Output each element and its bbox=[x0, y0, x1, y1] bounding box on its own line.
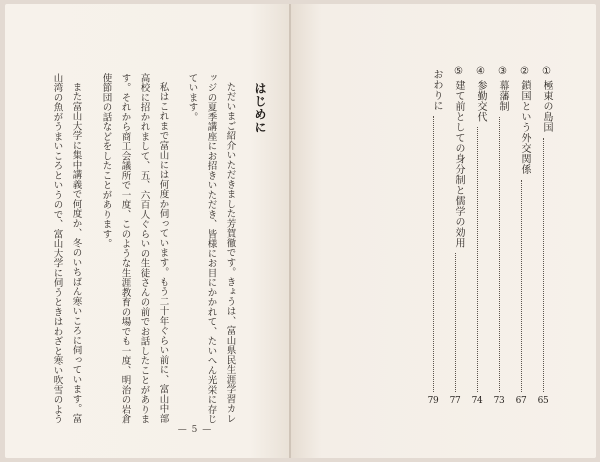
preface-line: 山湾の魚がうまいころというので、富山大学に伺うときはわざと寒い吹雪のよう bbox=[51, 73, 63, 424]
toc-entry bbox=[447, 66, 463, 406]
toc-entry-number: ② bbox=[519, 66, 530, 77]
toc-entry-page: 65 bbox=[537, 396, 549, 406]
toc-entry-page: 74 bbox=[471, 396, 483, 406]
page-number: — 5 — bbox=[177, 425, 213, 435]
toc-leader-dots bbox=[433, 116, 434, 392]
preface-line: ただいまご紹介いただきました芳賀徹です。きょうは、富山県民生涯学習カレ bbox=[224, 82, 236, 424]
preface-line: す。それから商工会議所で一度、このような生涯教育の場でも一度、明治の岩倉 bbox=[119, 73, 131, 424]
toc-entry bbox=[535, 66, 551, 406]
right-page bbox=[291, 4, 596, 458]
preface-line: 私はこれまで富山には何度か伺っています。もう二十年ぐらい前に、富山中部 bbox=[157, 82, 169, 424]
toc-entry-title: 参勤交代 bbox=[475, 80, 486, 122]
toc-entry-number: ① bbox=[541, 66, 552, 77]
left-page bbox=[5, 4, 290, 458]
preface-line: 高校に招かれまして、五、六百人ぐらいの生徒さんの前でお話したことがありま bbox=[138, 73, 150, 424]
toc-entry bbox=[425, 66, 441, 406]
toc-entry-title: おわりに bbox=[431, 69, 442, 111]
toc-entry-title: 幕藩制 bbox=[497, 80, 508, 112]
toc-entry-page: 73 bbox=[493, 396, 505, 406]
toc-entry bbox=[469, 66, 485, 406]
toc-entry-number: ④ bbox=[475, 66, 486, 77]
toc-leader-dots bbox=[521, 180, 522, 393]
toc-entry-number: ⑤ bbox=[453, 66, 464, 77]
preface-line: ています。 bbox=[186, 73, 198, 122]
toc-entry-page: 67 bbox=[515, 396, 527, 406]
toc-leader-dots bbox=[455, 253, 456, 392]
toc-entry bbox=[513, 66, 529, 406]
preface-line: ッジの夏季講座にお招きいただき、皆様にお目にかかれて、たいへん光栄に存じ bbox=[205, 73, 217, 424]
toc-entry-title: 建て前としての身分制と儒学の効用 bbox=[453, 80, 464, 248]
toc-entry-number: ③ bbox=[497, 66, 508, 77]
toc-leader-dots bbox=[477, 127, 478, 392]
toc-entry-page: 77 bbox=[449, 396, 461, 406]
toc-leader-dots bbox=[499, 117, 500, 393]
preface-line: また富山大学に集中講義で何度か、冬のいちばん寒いころに伺っています。富 bbox=[70, 82, 82, 424]
toc-entry-title: 鎖国という外交関係 bbox=[519, 80, 530, 175]
toc-entry-page: 79 bbox=[427, 396, 439, 406]
toc-entry-title: 極東の島国 bbox=[541, 80, 552, 133]
toc-leader-dots bbox=[543, 138, 544, 393]
preface-line: 使節団の話などをしたことがあります。 bbox=[100, 73, 112, 249]
toc-entry bbox=[491, 66, 507, 406]
preface-heading: はじめに bbox=[253, 82, 267, 134]
